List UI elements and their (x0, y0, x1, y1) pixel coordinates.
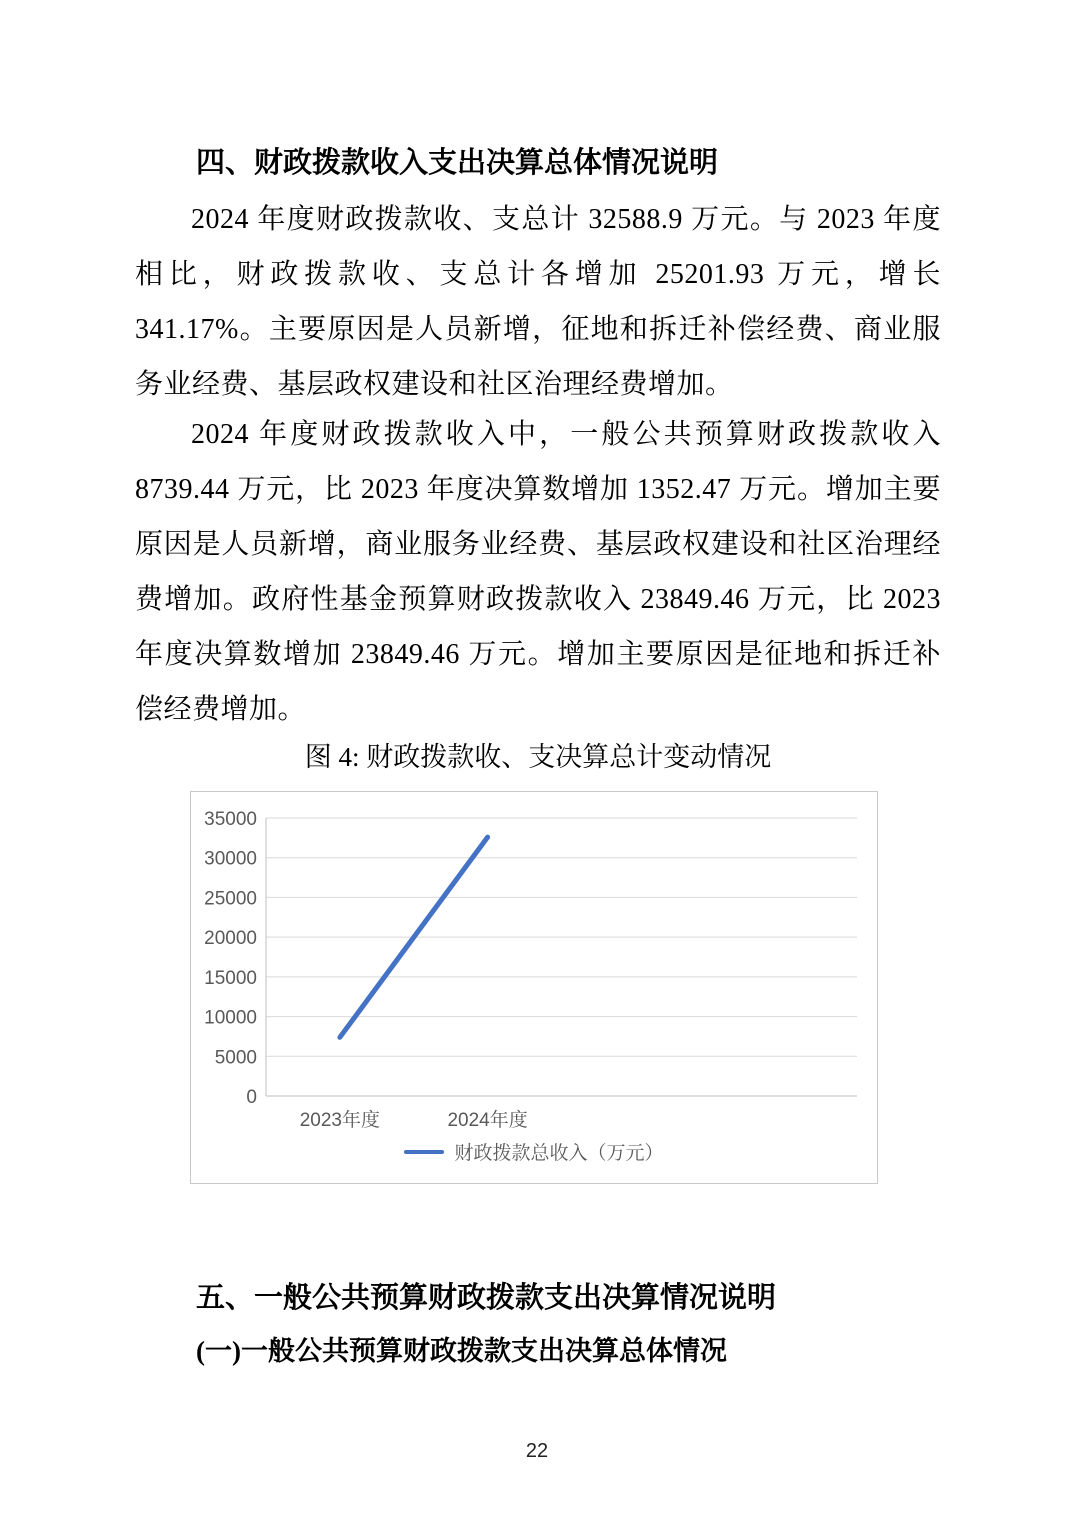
y-tick-label: 35000 (204, 809, 257, 830)
x-tick-label: 2024年度 (447, 1110, 528, 1131)
y-tick-label: 20000 (204, 928, 257, 950)
y-tick-label: 10000 (204, 1007, 257, 1029)
section-4-heading: 四、财政拨款收入支出决算总体情况说明 (196, 147, 719, 179)
y-tick-label: 25000 (204, 888, 257, 910)
y-tick-label: 5000 (214, 1047, 257, 1069)
legend-label: 财政拨款总收入（万元） (454, 1143, 664, 1164)
line-chart-canvas (191, 792, 877, 1137)
y-tick-label: 15000 (204, 967, 257, 989)
line-chart-figure (190, 791, 878, 1184)
figure-caption: 图 4: 财政拨款收、支决算总计变动情况 (304, 742, 772, 772)
page-number: 22 (525, 1440, 549, 1462)
legend-line-swatch (404, 1150, 444, 1154)
chart-legend (191, 1138, 877, 1165)
section-5-subheading: (一)一般公共预算财政拨款支出决算总体情况 (196, 1336, 727, 1366)
y-tick-label: 0 (246, 1087, 257, 1108)
section-4-paragraph-2: 2024 年度财政拨款收入中，一般公共预算财政拨款收入 8739.44 万元，比 2023 年度决算数增加 1352.47 万元。增加主要原因是人员新增，商业服务业经费、基层政权建设和社区治理经费增加。政府性基金预算财政拨款收入 23849.46 万元，比 2023 年度决算数增加 23849.46 万元。增加主要原因是征地和拆迁补偿经费增加。 (135, 419, 941, 725)
x-tick-label: 2023年度 (299, 1110, 381, 1131)
section-4-paragraph-1: 2024 年度财政拨款收、支总计 32588.9 万元。与 2023 年度相比，财政拨款收、支总计各增加 25201.93 万元，增长 341.17%。主要原因是人员新增，征地和拆迁补偿经费、商业服务业经费、基层政权建设和社区治理经费增加。 (135, 204, 941, 400)
y-tick-label: 30000 (204, 848, 257, 870)
section-5-heading: 五、一般公共预算财政拨款支出决算情况说明 (196, 1282, 777, 1314)
